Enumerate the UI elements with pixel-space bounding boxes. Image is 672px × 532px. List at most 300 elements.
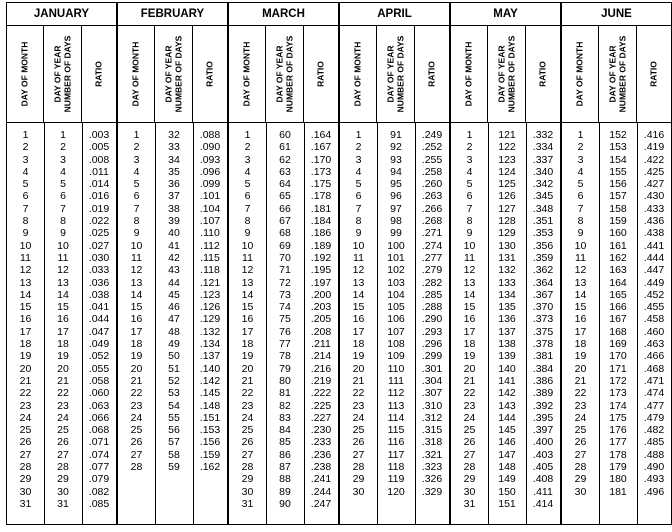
table-cell: .271 bbox=[421, 227, 443, 240]
header-text: DAY OF YEAR bbox=[385, 44, 395, 103]
table-cell: 133 bbox=[498, 276, 516, 289]
ratio-header bbox=[304, 25, 338, 123]
table-cell: .033 bbox=[88, 264, 110, 277]
month-title: MARCH bbox=[229, 3, 338, 26]
table-cell: .225 bbox=[310, 399, 332, 412]
header-text: NUMBER OF DAYS bbox=[394, 35, 405, 112]
table-cell: 35 bbox=[168, 165, 180, 178]
table-cell: 29 bbox=[19, 473, 32, 486]
table-cell: 101 bbox=[387, 251, 405, 264]
table-cell: 7 bbox=[133, 202, 140, 215]
column-cells bbox=[304, 129, 338, 510]
table-cell: .101 bbox=[199, 190, 221, 203]
table-cell: 23 bbox=[19, 399, 32, 412]
table-cell: .151 bbox=[199, 411, 221, 424]
table-cell: 149 bbox=[498, 473, 516, 486]
table-cell: .041 bbox=[88, 301, 110, 314]
table-cell: 1 bbox=[22, 129, 29, 141]
table-cell: .351 bbox=[532, 215, 554, 228]
table-cell: 29 bbox=[463, 473, 476, 486]
table-cell: 20 bbox=[574, 362, 587, 375]
table-cell: 58 bbox=[168, 448, 180, 461]
table-cell: 14 bbox=[19, 288, 32, 301]
table-cell: .367 bbox=[532, 288, 554, 301]
table-cell: 13 bbox=[241, 276, 254, 289]
table-cell: 1 bbox=[60, 129, 66, 141]
table-cell: 6 bbox=[60, 190, 66, 203]
table-cell: .222 bbox=[310, 387, 332, 400]
table-cell: 12 bbox=[463, 264, 476, 277]
table-cell: .408 bbox=[532, 473, 554, 486]
day-of-year-column bbox=[44, 123, 83, 524]
table-cell: 31 bbox=[241, 497, 254, 510]
table-cell: .005 bbox=[88, 141, 110, 154]
table-cell: .485 bbox=[643, 436, 665, 449]
table-cell: 18 bbox=[19, 338, 32, 351]
table-cell: 29 bbox=[574, 473, 587, 486]
table-cell: 71 bbox=[279, 264, 291, 277]
table-cell: 153 bbox=[609, 141, 627, 154]
table-cell: .216 bbox=[310, 362, 332, 375]
table-cell: 30 bbox=[574, 485, 587, 498]
table-cell: 23 bbox=[463, 399, 476, 412]
table-cell: 42 bbox=[168, 251, 180, 264]
table-cell: 2 bbox=[60, 141, 66, 154]
header-label bbox=[464, 41, 474, 106]
table-cell: .123 bbox=[199, 288, 221, 301]
table-cell: 84 bbox=[279, 424, 291, 437]
table-cell: .126 bbox=[199, 301, 221, 314]
table-cell: 70 bbox=[279, 251, 291, 264]
table-cell: 108 bbox=[387, 338, 405, 351]
ratio-column bbox=[82, 123, 116, 524]
column-cells bbox=[488, 129, 526, 510]
day-of-year-column bbox=[266, 123, 305, 524]
table-cell: 166 bbox=[609, 301, 627, 314]
ratio-column bbox=[637, 123, 671, 524]
table-cell: .038 bbox=[88, 288, 110, 301]
header-label bbox=[20, 41, 30, 106]
day-of-year-header bbox=[44, 25, 82, 123]
table-cell: .230 bbox=[310, 424, 332, 437]
header-text: DAY OF MONTH bbox=[19, 41, 30, 106]
table-cell: 44 bbox=[168, 276, 180, 289]
table-cell: .184 bbox=[310, 215, 332, 228]
ratio-header bbox=[193, 25, 227, 123]
table-cell: 26 bbox=[57, 436, 69, 449]
table-cell: 49 bbox=[168, 338, 180, 351]
table-cell: .266 bbox=[421, 202, 443, 215]
table-cell: .132 bbox=[199, 325, 221, 338]
table-cell: .299 bbox=[421, 350, 443, 363]
header-text: DAY OF MONTH bbox=[463, 41, 474, 106]
header-text: DAY OF YEAR bbox=[607, 44, 617, 103]
table-cell: 66 bbox=[279, 202, 291, 215]
table-cell: 22 bbox=[574, 387, 587, 400]
table-cell: .233 bbox=[310, 436, 332, 449]
table-cell: .153 bbox=[199, 424, 221, 437]
header-label bbox=[427, 61, 437, 87]
table-cell: .384 bbox=[532, 362, 554, 375]
table-cell: 155 bbox=[609, 165, 627, 178]
table-cell: 138 bbox=[498, 338, 516, 351]
table-cell: 13 bbox=[130, 276, 143, 289]
month-title: APRIL bbox=[340, 3, 449, 26]
table-cell: 10 bbox=[574, 239, 587, 252]
table-cell: 22 bbox=[463, 387, 476, 400]
table-cell: 93 bbox=[390, 153, 402, 166]
day-of-year-column bbox=[488, 123, 527, 524]
table-cell: .118 bbox=[200, 264, 220, 277]
table-cell: .014 bbox=[88, 178, 110, 191]
table-cell: 97 bbox=[390, 202, 402, 215]
table-cell: .036 bbox=[88, 276, 110, 289]
table-cell: 3 bbox=[60, 153, 66, 166]
table-cell: 8 bbox=[466, 215, 473, 228]
table-cell: .181 bbox=[310, 202, 332, 215]
table-cell: 72 bbox=[279, 276, 291, 289]
table-cell: 15 bbox=[352, 301, 365, 314]
table-cell: .156 bbox=[199, 436, 221, 449]
table-cell: 55 bbox=[168, 411, 180, 424]
header-text: DAY OF MONTH bbox=[241, 41, 252, 106]
table-cell: .334 bbox=[532, 141, 554, 154]
table-cell: 173 bbox=[609, 387, 627, 400]
table-cell: 16 bbox=[241, 313, 254, 326]
table-cell: 107 bbox=[387, 325, 405, 338]
table-cell: 150 bbox=[498, 485, 516, 498]
table-cell: 181 bbox=[609, 485, 627, 498]
table-cell: 26 bbox=[241, 436, 254, 449]
table-cell: .332 bbox=[532, 129, 554, 141]
table-cell: .326 bbox=[421, 473, 443, 486]
table-cell: 26 bbox=[352, 436, 365, 449]
table-cell: .353 bbox=[532, 227, 554, 240]
table-cell: 7 bbox=[466, 202, 473, 215]
table-cell: 27 bbox=[130, 448, 143, 461]
header-text: DAY OF MONTH bbox=[574, 41, 585, 106]
table-cell: 3 bbox=[244, 153, 251, 166]
table-cell: .430 bbox=[643, 190, 665, 203]
column-cells bbox=[340, 129, 377, 498]
table-cell: 20 bbox=[352, 362, 365, 375]
table-cell: 4 bbox=[577, 165, 584, 178]
table-cell: 12 bbox=[130, 264, 143, 277]
header-text: RATIO bbox=[648, 60, 659, 87]
table-cell: 139 bbox=[498, 350, 516, 363]
table-cell: .449 bbox=[643, 276, 665, 289]
month-block-february bbox=[117, 2, 228, 525]
header-text: NUMBER OF DAYS bbox=[172, 35, 183, 112]
table-cell: 105 bbox=[387, 301, 405, 314]
table-cell: 143 bbox=[498, 399, 516, 412]
table-cell: 25 bbox=[574, 424, 587, 437]
table-cell: .175 bbox=[310, 178, 332, 191]
table-cell: 152 bbox=[609, 129, 627, 141]
table-cell: 73 bbox=[279, 288, 291, 301]
table-cell: .214 bbox=[310, 350, 332, 363]
table-cell: .414 bbox=[532, 497, 554, 510]
column-cells bbox=[637, 129, 671, 498]
day-of-month-column bbox=[7, 123, 45, 524]
table-cell: 134 bbox=[498, 288, 516, 301]
table-cell: 100 bbox=[387, 239, 405, 252]
table-cell: 127 bbox=[498, 202, 516, 215]
header-label bbox=[538, 61, 548, 87]
day-of-month-header bbox=[229, 25, 266, 123]
table-cell: 11 bbox=[131, 251, 142, 264]
table-cell: 10 bbox=[57, 239, 69, 252]
table-cell: 80 bbox=[279, 374, 291, 387]
table-cell: 174 bbox=[609, 399, 627, 412]
table-cell: 8 bbox=[577, 215, 584, 228]
table-cell: 24 bbox=[352, 411, 365, 424]
ratio-header bbox=[82, 25, 116, 123]
table-cell: .121 bbox=[199, 276, 221, 289]
table-cell: .288 bbox=[421, 301, 443, 314]
table-cell: .107 bbox=[199, 215, 221, 228]
table-cell: .173 bbox=[310, 165, 332, 178]
month-title: JANUARY bbox=[7, 3, 116, 26]
table-cell: .096 bbox=[199, 165, 221, 178]
table-cell: 1 bbox=[355, 129, 362, 141]
table-cell: .197 bbox=[310, 276, 332, 289]
table-cell: .455 bbox=[643, 301, 665, 314]
ratio-header bbox=[637, 25, 671, 123]
table-cell: 144 bbox=[498, 411, 516, 424]
table-cell: 16 bbox=[352, 313, 365, 326]
table-cell: 171 bbox=[609, 362, 627, 375]
month-block-june bbox=[561, 2, 672, 525]
table-cell: 82 bbox=[279, 399, 291, 412]
table-cell: .110 bbox=[200, 227, 220, 240]
table-cell: .356 bbox=[532, 239, 554, 252]
table-cell: .323 bbox=[421, 461, 443, 474]
day-of-year-header bbox=[266, 25, 304, 123]
table-cell: 3 bbox=[22, 153, 29, 166]
table-cell: 179 bbox=[609, 461, 627, 474]
column-cells bbox=[377, 129, 415, 498]
header-label bbox=[353, 41, 363, 106]
table-cell: .419 bbox=[643, 141, 665, 154]
table-cell: .452 bbox=[643, 288, 665, 301]
table-cell: .496 bbox=[643, 485, 665, 498]
table-cell: 19 bbox=[463, 350, 476, 363]
table-cell: 21 bbox=[463, 374, 476, 387]
table-cell: .463 bbox=[643, 338, 665, 351]
table-cell: 28 bbox=[241, 461, 254, 474]
table-cell: 28 bbox=[463, 461, 476, 474]
table-cell: .364 bbox=[532, 276, 554, 289]
table-cell: 67 bbox=[279, 215, 291, 228]
table-cell: .192 bbox=[310, 251, 332, 264]
table-cell: .077 bbox=[88, 461, 110, 474]
table-cell: 21 bbox=[130, 374, 143, 387]
table-cell: 65 bbox=[279, 190, 291, 203]
table-cell: 104 bbox=[387, 288, 405, 301]
table-cell: 147 bbox=[498, 448, 516, 461]
table-cell: 2 bbox=[244, 141, 251, 154]
table-cell: .189 bbox=[310, 239, 332, 252]
table-cell: 7 bbox=[355, 202, 362, 215]
table-cell: 33 bbox=[168, 141, 180, 154]
table-cell: 19 bbox=[19, 350, 32, 363]
table-cell: 69 bbox=[279, 239, 291, 252]
table-cell: .140 bbox=[199, 362, 221, 375]
column-cells bbox=[44, 129, 82, 510]
header-text: DAY OF YEAR bbox=[496, 44, 506, 103]
table-cell: 168 bbox=[609, 325, 627, 338]
header-text: RATIO bbox=[204, 60, 215, 87]
header-text: DAY OF MONTH bbox=[352, 41, 363, 106]
header-label bbox=[575, 41, 585, 106]
table-cell: 140 bbox=[498, 362, 516, 375]
table-cell: 14 bbox=[241, 288, 254, 301]
table-cell: 9 bbox=[133, 227, 140, 240]
table-cell: 117 bbox=[387, 448, 405, 461]
header-label bbox=[164, 35, 183, 112]
table-cell: .477 bbox=[643, 399, 665, 412]
header-text: RATIO bbox=[93, 60, 104, 87]
table-cell: .255 bbox=[421, 153, 443, 166]
month-block-may bbox=[450, 2, 561, 525]
table-cell: 27 bbox=[57, 448, 69, 461]
day-of-month-header bbox=[451, 25, 488, 123]
table-cell: 158 bbox=[609, 202, 627, 215]
table-cell: 7 bbox=[22, 202, 29, 215]
table-cell: 24 bbox=[19, 411, 32, 424]
table-cell: 17 bbox=[352, 325, 365, 338]
table-cell: .148 bbox=[199, 399, 221, 412]
column-cells bbox=[118, 129, 155, 473]
table-cell: 151 bbox=[498, 497, 516, 510]
table-cell: 178 bbox=[609, 448, 627, 461]
table-cell: 43 bbox=[168, 264, 180, 277]
table-cell: 13 bbox=[352, 276, 365, 289]
table-cell: 156 bbox=[609, 178, 627, 191]
table-cell: 21 bbox=[574, 374, 587, 387]
table-cell: 114 bbox=[387, 411, 405, 424]
table-cell: 102 bbox=[387, 264, 405, 277]
table-cell: 19 bbox=[352, 350, 365, 363]
table-cell: 23 bbox=[352, 399, 365, 412]
table-cell: 61 bbox=[279, 141, 291, 154]
table-cell: 6 bbox=[244, 190, 251, 203]
table-cell: 19 bbox=[57, 350, 69, 363]
table-cell: 180 bbox=[609, 473, 627, 486]
table-cell: 12 bbox=[241, 264, 254, 277]
table-cell: 23 bbox=[574, 399, 587, 412]
table-cell: .258 bbox=[421, 165, 443, 178]
table-cell: 11 bbox=[242, 251, 253, 264]
table-cell: 11 bbox=[57, 251, 69, 264]
table-cell: 8 bbox=[244, 215, 251, 228]
table-cell: .425 bbox=[643, 165, 665, 178]
table-cell: 14 bbox=[57, 288, 69, 301]
table-cell: 110 bbox=[387, 362, 405, 375]
table-cell: .345 bbox=[532, 190, 554, 203]
day-of-month-column bbox=[340, 123, 378, 524]
header-text: NUMBER OF DAYS bbox=[616, 35, 627, 112]
table-cell: 6 bbox=[22, 190, 29, 203]
table-cell: .381 bbox=[532, 350, 554, 363]
table-cell: .074 bbox=[88, 448, 110, 461]
table-cell: .392 bbox=[532, 399, 554, 412]
column-cells bbox=[266, 129, 304, 510]
table-cell: 148 bbox=[498, 461, 516, 474]
table-cell: 15 bbox=[574, 301, 587, 314]
ratio-column bbox=[304, 123, 338, 524]
table-cell: .397 bbox=[532, 424, 554, 437]
table-cell: 68 bbox=[279, 227, 291, 240]
table-cell: 30 bbox=[352, 485, 365, 498]
table-cell: 2 bbox=[577, 141, 584, 154]
table-cell: 24 bbox=[130, 411, 143, 424]
table-cell: 26 bbox=[574, 436, 587, 449]
table-cell: 6 bbox=[355, 190, 362, 203]
table-cell: 18 bbox=[463, 338, 476, 351]
table-cell: 21 bbox=[352, 374, 365, 387]
table-cell: 74 bbox=[279, 301, 291, 314]
table-cell: .162 bbox=[199, 461, 221, 474]
table-cell: 24 bbox=[57, 411, 69, 424]
table-cell: 92 bbox=[390, 141, 402, 154]
day-of-month-header bbox=[118, 25, 155, 123]
table-cell: 46 bbox=[168, 301, 180, 314]
table-cell: .386 bbox=[532, 374, 554, 387]
table-cell: 11 bbox=[353, 251, 364, 264]
table-cell: 11 bbox=[20, 251, 31, 264]
table-cell: .479 bbox=[643, 411, 665, 424]
table-cell: .304 bbox=[421, 374, 443, 387]
ratio-header bbox=[526, 25, 560, 123]
table-cell: .085 bbox=[88, 497, 110, 510]
table-cell: 48 bbox=[168, 325, 180, 338]
table-cell: 16 bbox=[463, 313, 476, 326]
table-cell: 38 bbox=[168, 202, 180, 215]
day-of-month-column bbox=[451, 123, 489, 524]
table-cell: 14 bbox=[574, 288, 587, 301]
table-cell: 1 bbox=[133, 129, 140, 141]
table-cell: .241 bbox=[310, 473, 332, 486]
header-label bbox=[242, 41, 252, 106]
table-cell: 91 bbox=[390, 129, 402, 141]
month-title: FEBRUARY bbox=[118, 3, 227, 26]
table-cell: 106 bbox=[387, 313, 405, 326]
table-cell: .315 bbox=[421, 424, 443, 437]
table-cell: .019 bbox=[88, 202, 110, 215]
table-cell: .441 bbox=[643, 239, 665, 252]
table-cell: .321 bbox=[421, 448, 443, 461]
table-cell: 113 bbox=[387, 399, 405, 412]
table-cell: 118 bbox=[387, 461, 405, 474]
column-cells bbox=[82, 129, 116, 510]
table-cell: 17 bbox=[57, 325, 69, 338]
table-cell: .079 bbox=[88, 473, 110, 486]
table-cell: .219 bbox=[310, 374, 332, 387]
column-cells bbox=[599, 129, 637, 498]
table-cell: .422 bbox=[643, 153, 665, 166]
table-cell: .359 bbox=[532, 251, 554, 264]
table-cell: 164 bbox=[609, 276, 627, 289]
header-text: RATIO bbox=[426, 60, 437, 87]
table-cell: 18 bbox=[130, 338, 143, 351]
table-cell: .104 bbox=[199, 202, 221, 215]
header-label bbox=[649, 61, 659, 87]
table-cell: .236 bbox=[310, 448, 332, 461]
table-cell: .310 bbox=[421, 399, 443, 412]
table-cell: .044 bbox=[88, 313, 110, 326]
